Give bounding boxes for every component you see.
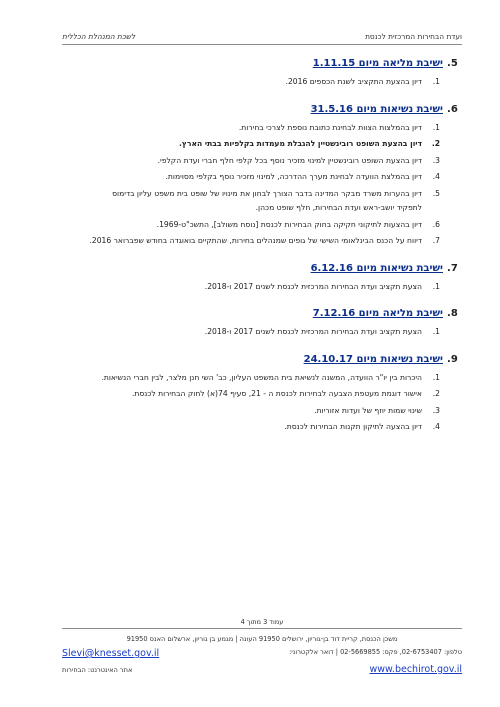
agenda-item-number: 2. — [431, 139, 440, 148]
meeting-number: 5. — [447, 58, 458, 69]
agenda-item-text: דיון בהערות משרד מבקר המדינה בדבר הצורך לבחון את מינויו של שופט בית משפט עליון בדימוס לתפקיד יושב-ראש ועדת הבחירות, חלף שופט מכהן. — [112, 188, 422, 212]
agenda-item-number: 6. — [432, 219, 440, 229]
agenda-item-text: הצעת תקציב ועדת הבחירות המרכזית לכנסת לשנים 2017 ו-2018. — [204, 327, 422, 336]
agenda-list — [62, 280, 462, 295]
website-link[interactable]: www.bechirot.gov.il — [369, 664, 462, 675]
meeting-section — [62, 104, 462, 249]
agenda-item-text: דיון בהצעת השופט רובינשטיין להגבלת מעמדות בקלפיות בבתי הארץ. — [179, 139, 422, 148]
agenda-item-number: 5. — [432, 188, 440, 198]
page-footer — [62, 618, 462, 679]
agenda-item — [62, 121, 462, 136]
footer-contact-row — [62, 647, 462, 663]
agenda-item — [62, 404, 462, 419]
agenda-item-number: 4. — [432, 172, 440, 181]
agenda-item-number: 1. — [432, 122, 440, 132]
agenda-item — [62, 420, 462, 435]
agenda-item-text: דיווח על הכנס הבינלאומי השישי של גופים שמנהלים בחירות, שהתקיים בואוגדה בחודש שפברואר 2016. — [89, 236, 422, 245]
meeting-title-text: ישיבת נשיאות מיום 6.12.16 — [310, 262, 443, 274]
agenda-item-text: היכרות בין יו"ר הוועדה, המשנה לנשיאת בית המשפט העליון, כב' השי חנן מלצר, לבין חברי הנשיאות. — [101, 372, 422, 382]
meeting-number: 6. — [447, 103, 458, 115]
meeting-title — [62, 58, 462, 69]
agenda-item — [62, 170, 462, 185]
meeting-title — [62, 263, 462, 274]
agenda-item-number: 3. — [432, 405, 440, 415]
agenda-item-number: 2. — [432, 389, 440, 398]
agenda-item — [62, 234, 462, 249]
meeting-number: 8. — [447, 308, 458, 319]
agenda-item — [62, 387, 462, 402]
agenda-item-number: 3. — [432, 155, 440, 165]
agenda-item-text: דיון בהצעת השופט רובינשטיין למינוי מזכיר נוסף בכל קלפי חלף חברי ועדת הקלפי. — [157, 155, 422, 165]
agenda-item-text: דיון בהצעת התקציב לשנת הכספים 2016. — [285, 77, 422, 86]
agenda-item — [62, 280, 462, 295]
agenda-item — [62, 187, 462, 216]
agenda-item-number: 1. — [432, 372, 440, 382]
agenda-item — [62, 137, 462, 152]
meeting-title-text: ישיבת מליאה מיום 7.12.16 — [312, 308, 443, 319]
agenda-item-number: 1. — [432, 77, 440, 86]
email-link[interactable]: Slevi@knesset.gov.il — [62, 648, 160, 659]
agenda-list — [62, 325, 462, 340]
header-office-name: לשכת המנהלת הכללית — [62, 32, 136, 41]
meeting-title — [62, 104, 462, 115]
meeting-title — [62, 354, 462, 365]
agenda-item — [62, 75, 462, 90]
agenda-item-text: שינוי שמות יוזף של ועדות אזוריות. — [314, 405, 422, 415]
agenda-item-text: דיון בהמלצות הצוות לבחינת כתובת נוספת לצרכי בחירות. — [238, 122, 422, 132]
agenda-list — [62, 371, 462, 435]
agenda-item-number: 4. — [432, 422, 440, 431]
agenda-list — [62, 121, 462, 249]
website-label: אתר האינטרנט: הבחירות — [62, 666, 133, 674]
meeting-section — [62, 354, 462, 435]
page-number: עמוד 3 מתוך 4 — [62, 618, 462, 629]
agenda-item-number: 7. — [432, 236, 440, 245]
meeting-section — [62, 58, 462, 90]
agenda-item — [62, 325, 462, 340]
agenda-list — [62, 75, 462, 90]
meeting-number: 9. — [447, 353, 458, 365]
meeting-title — [62, 308, 462, 319]
agenda-item — [62, 371, 462, 386]
page-header — [62, 28, 462, 45]
meeting-section — [62, 263, 462, 295]
meeting-title-text: ישיבת נשיאות מיום 24.10.17 — [303, 353, 443, 365]
agenda-item-text: אישור דוגמת מעטפת הצבעה לבחירות לכנסת ה - 21, סעיף 74(א) לחוק הבחירות לכנסת. — [131, 389, 422, 398]
agenda-item — [62, 154, 462, 169]
meetings-list — [62, 58, 462, 449]
agenda-item — [62, 218, 462, 233]
agenda-item-number: 1. — [432, 281, 440, 291]
meeting-title-text: ישיבת מליאה מיום 1.11.15 — [312, 58, 443, 69]
footer-contact: טלפון: 02-6753407, פקס: 02-5669855 | דואר אלקטרוני: — [289, 648, 462, 656]
agenda-item-text: דיון בהמלצת הוועדה לבחינת מערך ההדרכה, למינוי מזכיר נוסף בקלפי מסוימות. — [165, 172, 422, 181]
meeting-number: 7. — [447, 262, 458, 274]
agenda-item-text: דיון בהצעה לתיקון תקנות הבחירות לכנסת. — [284, 422, 422, 431]
meeting-title-text: ישיבת נשיאות מיום 31.5.16 — [310, 103, 443, 115]
footer-website-row — [62, 663, 462, 679]
meeting-section — [62, 308, 462, 340]
agenda-item-text: הצעת תקציב ועדת הבחירות המרכזית לכנסת לשנים 2017 ו-2018. — [204, 281, 422, 291]
footer-address: משכן הכנסת, קריית דוד בן-גוריון, ירושלים 91950 העונה | מגמע בן גוריון, ארשלום האנס 91950 — [126, 635, 398, 643]
agenda-item-number: 1. — [432, 327, 440, 336]
agenda-item-text: דיון בהצעות לתיקוני חקיקה בחוק הבחירות לכנסת [נוסח משולב], התשכ"ט-1969. — [156, 219, 422, 229]
header-org-name: ועדת הבחירות המרכזית לכנסת — [365, 32, 462, 41]
